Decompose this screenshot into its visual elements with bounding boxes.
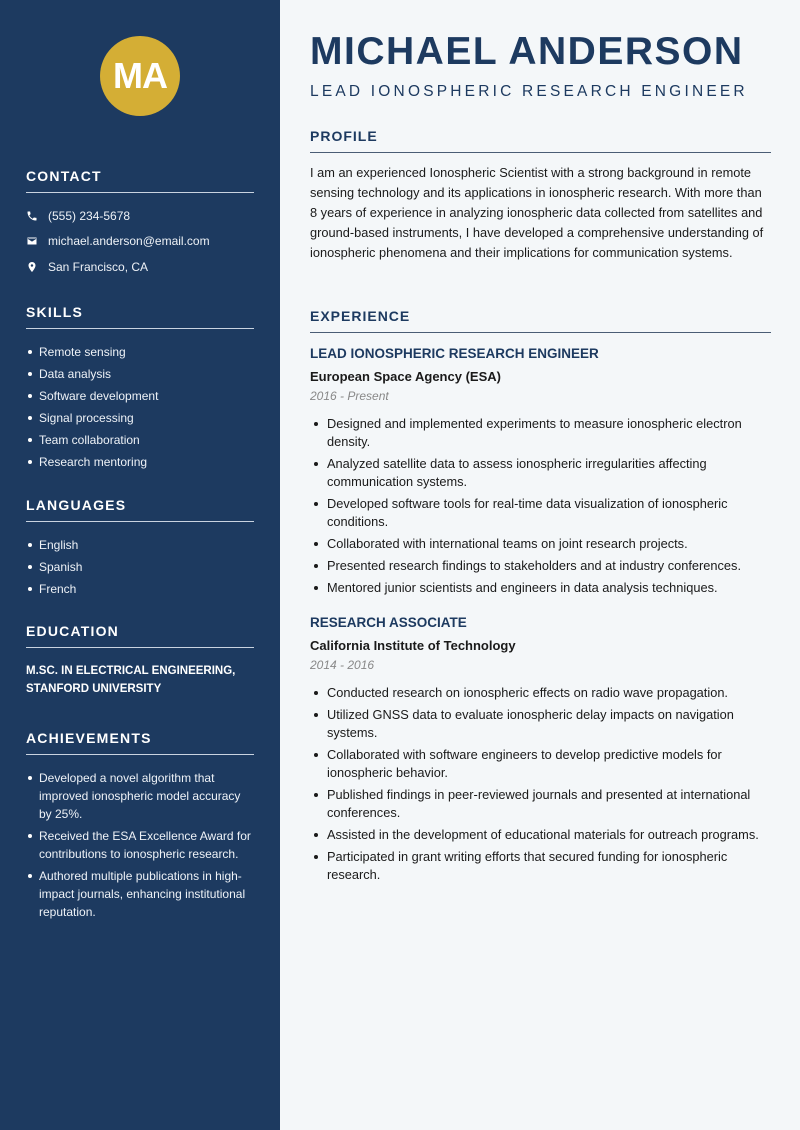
job-dates: 2016 - Present (310, 389, 389, 403)
job-company: California Institute of Technology (310, 638, 516, 653)
job-bullet: Mentored junior scientists and engineers in data analysis techniques. (310, 579, 771, 597)
contact-email: michael.anderson@email.com (26, 229, 254, 255)
job-bullet: Utilized GNSS data to evaluate ionospheric delay impacts on navigation systems. (310, 706, 771, 742)
language-item: French (26, 580, 254, 598)
education-section (26, 623, 254, 698)
job-title: RESEARCH ASSOCIATE (310, 615, 467, 630)
skill-item: Signal processing (26, 409, 254, 427)
job-bullet: Assisted in the development of educational materials for outreach programs. (310, 826, 771, 844)
job-bullet: Designed and implemented experiments to measure ionospheric electron density. (310, 415, 771, 451)
skill-item: Team collaboration (26, 431, 254, 449)
job-bullet: Collaborated with software engineers to develop predictive models for ionospheric behavior. (310, 746, 771, 782)
candidate-name: MICHAEL ANDERSON (310, 30, 744, 73)
education-degree: M.SC. IN ELECTRICAL ENGINEERING, STANFORD UNIVERSITY (26, 665, 236, 695)
job-entry (310, 346, 771, 601)
job-entry (310, 615, 771, 888)
job-bullet: Conducted research on ionospheric effects on radio wave propagation. (310, 684, 771, 702)
profile-text: I am an experienced Ionospheric Scientist with a strong background in remote sensing technology and its applications in ionospheric research. With more than 8 years of experience in analyzing ionospheric data collected from satellites and ground-based instruments, I have developed a comprehensive understanding of ionospheric phenomena and their implications for communication systems. (310, 165, 764, 260)
language-item: English (26, 536, 254, 554)
achievements-heading: ACHIEVEMENTS (26, 730, 254, 755)
job-title: LEAD IONOSPHERIC RESEARCH ENGINEER (310, 346, 599, 361)
languages-section (26, 497, 254, 602)
skill-item: Remote sensing (26, 343, 254, 361)
job-dates: 2014 - 2016 (310, 658, 375, 672)
job-bullet: Participated in grant writing efforts that secured funding for ionospheric research. (310, 848, 771, 884)
phone-icon (26, 210, 38, 222)
experience-heading: EXPERIENCE (310, 308, 771, 333)
job-bullet: Presented research findings to stakeholders and at industry conferences. (310, 557, 771, 575)
education-heading: EDUCATION (26, 623, 254, 648)
skill-item: Research mentoring (26, 453, 254, 471)
job-company: European Space Agency (ESA) (310, 369, 501, 384)
email-icon (26, 235, 38, 247)
location-pin-icon (26, 261, 38, 273)
avatar: MA (100, 36, 180, 116)
job-bullet: Collaborated with international teams on joint research projects. (310, 535, 771, 553)
sidebar (0, 0, 280, 1130)
job-bullet: Published findings in peer-reviewed journals and presented at international conferences. (310, 786, 771, 822)
job-bullet: Analyzed satellite data to assess ionospheric irregularities affecting communication systems. (310, 455, 771, 491)
contact-heading: CONTACT (26, 168, 254, 193)
achievement-item: Developed a novel algorithm that improved ionospheric model accuracy by 25%. (26, 769, 254, 823)
skills-heading: SKILLS (26, 304, 254, 329)
contact-location: San Francisco, CA (26, 254, 254, 280)
skill-item: Software development (26, 387, 254, 405)
contact-section (26, 168, 254, 280)
languages-heading: LANGUAGES (26, 497, 254, 522)
job-bullet: Developed software tools for real-time data visualization of ionospheric conditions. (310, 495, 771, 531)
language-item: Spanish (26, 558, 254, 576)
skill-item: Data analysis (26, 365, 254, 383)
skills-section (26, 304, 254, 475)
candidate-title: LEAD IONOSPHERIC RESEARCH ENGINEER (310, 83, 748, 100)
achievements-section (26, 730, 254, 925)
achievement-item: Received the ESA Excellence Award for contributions to ionospheric research. (26, 827, 254, 863)
profile-heading: PROFILE (310, 128, 771, 153)
achievement-item: Authored multiple publications in high-impact journals, enhancing institutional reputation. (26, 867, 254, 921)
contact-phone: (555) 234-5678 (26, 203, 254, 229)
